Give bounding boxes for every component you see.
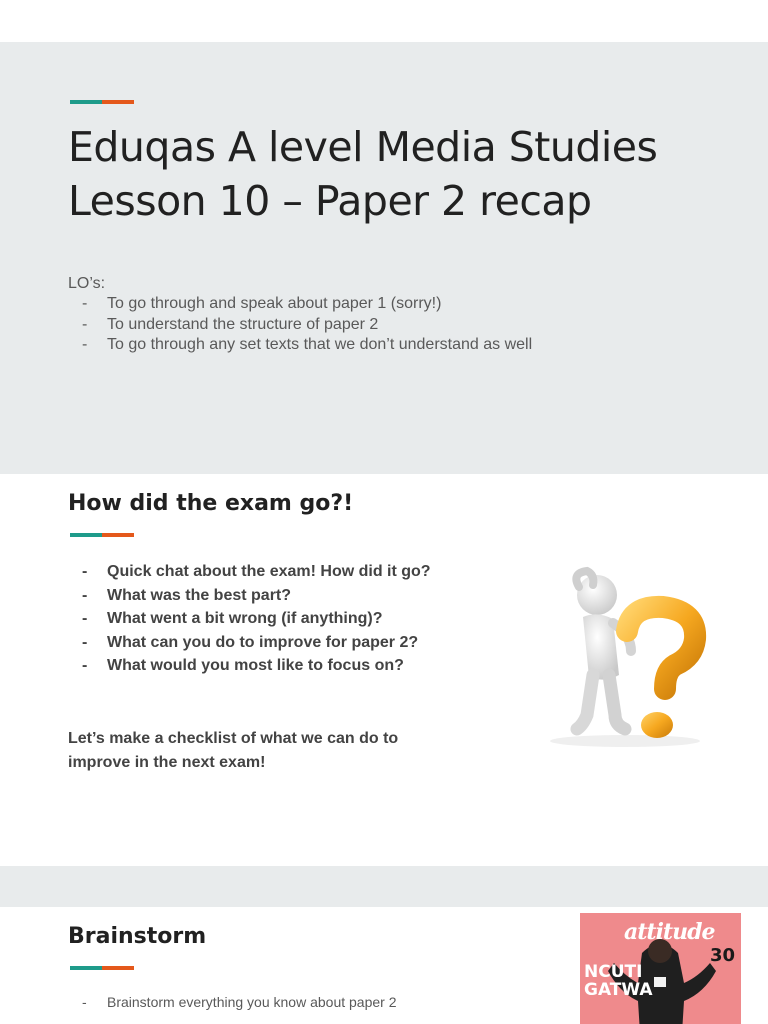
bullet-dash: - (82, 994, 87, 1010)
checklist-line-2: improve in the next exam! (68, 753, 266, 771)
accent-bar-orange (102, 100, 134, 104)
cover-name-line-2: GATWA (584, 980, 653, 1000)
accent-bar-teal (70, 966, 102, 970)
list-item (68, 315, 708, 336)
list-item-text: What was the best part? (107, 586, 292, 604)
lo-list (68, 294, 708, 356)
list-item-text: To go through and speak about paper 1 (sorry!) (107, 295, 442, 312)
magazine-cover-image (580, 913, 741, 1024)
page-gap-top (0, 0, 768, 42)
magazine-masthead: attitude (624, 919, 715, 945)
slide-exam-review (0, 474, 768, 866)
bullet-dash: - (82, 315, 88, 333)
learning-objectives (68, 273, 708, 356)
list-item (68, 607, 508, 631)
bullet-dash: - (82, 633, 88, 651)
list-item (68, 294, 708, 315)
bullet-dash: - (82, 336, 88, 353)
slide-title (0, 42, 768, 474)
slide-heading: Brainstorm (68, 924, 207, 949)
exam-question-list (68, 560, 508, 678)
list-item-text: Quick chat about the exam! How did it go? (107, 563, 431, 580)
slide-heading: How did the exam go?! (68, 491, 354, 516)
list-item (68, 335, 708, 356)
brainstorm-list (68, 992, 528, 1012)
checklist-prompt (68, 727, 448, 774)
bullet-dash: - (82, 563, 88, 580)
bullet-dash: - (82, 295, 88, 312)
accent-bar-orange (102, 533, 134, 537)
list-item (68, 584, 508, 608)
list-item-text: To go through any set texts that we don’t understand as well (107, 336, 533, 353)
accent-bar-teal (70, 533, 102, 537)
list-item-text: What can you do to improve for paper 2? (107, 633, 419, 651)
list-item (68, 631, 508, 655)
title-line-2: Lesson 10 – Paper 2 recap (68, 177, 592, 225)
bullet-dash: - (82, 657, 88, 674)
accent-bar-teal (70, 100, 102, 104)
slide-divider (0, 866, 768, 907)
accent-bar-orange (102, 966, 134, 970)
checklist-line-1: Let’s make a checklist of what we can do to (68, 730, 399, 747)
accent-bar (70, 100, 134, 104)
list-item-text: What went a bit wrong (if anything)? (107, 610, 383, 627)
thinking-figure-question-mark-icon (535, 565, 715, 755)
list-item-text: Brainstorm everything you know about paper 2 (107, 994, 397, 1010)
list-item (68, 560, 508, 584)
bullet-dash: - (82, 610, 88, 627)
magazine-cover-name (584, 963, 653, 999)
accent-bar (70, 533, 134, 537)
accent-bar (70, 966, 134, 970)
list-item-text: To understand the structure of paper 2 (107, 315, 379, 333)
lo-heading: LO’s: (68, 275, 106, 292)
list-item-text: What would you most like to focus on? (107, 657, 404, 674)
cover-name-line-1: NCUTI (584, 962, 643, 982)
list-item (68, 992, 528, 1012)
bullet-dash: - (82, 586, 88, 604)
list-item (68, 654, 508, 678)
magazine-number: 30 (709, 945, 735, 966)
presentation-title (68, 120, 748, 228)
title-line-1: Eduqas A level Media Studies (68, 123, 658, 171)
